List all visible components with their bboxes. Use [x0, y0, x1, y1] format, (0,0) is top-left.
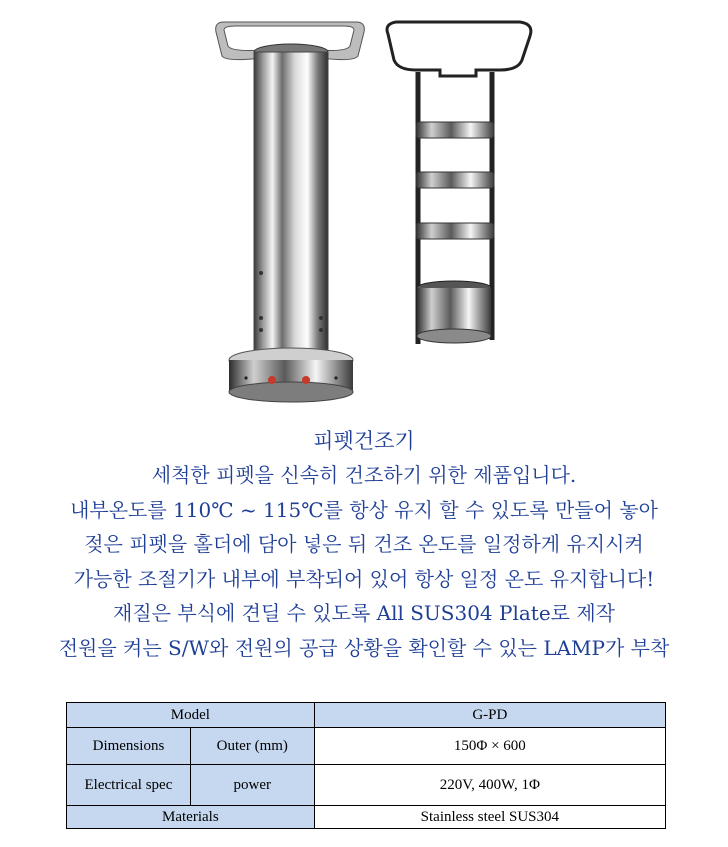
product-title: 피펫건조기	[313, 429, 415, 453]
table-row	[67, 765, 666, 806]
pipette-holder-icon	[387, 22, 531, 344]
description-line: 젖은 피펫을 홀더에 담아 넣은 뒤 건조 온도를 일정하게 유지시켜	[84, 532, 644, 556]
spec-table	[66, 702, 666, 829]
description-line: 전원을 켜는 S/W와 전원의 공급 상황을 확인할 수 있는 LAMP가 부착	[58, 635, 670, 660]
dimensions-value: 150Φ × 600	[314, 728, 665, 765]
power-value: 220V, 400W, 1Φ	[314, 765, 665, 806]
model-value: G-PD	[314, 703, 665, 728]
outer-label: Outer (mm)	[190, 728, 314, 765]
description-line: 내부온도를 110℃ ~ 115℃를 항상 유지 할 수 있도록 만들어 놓아	[70, 497, 658, 522]
model-label: Model	[67, 703, 315, 728]
product-description	[0, 424, 728, 665]
power-label: power	[190, 765, 314, 806]
description-line: 가능한 조절기가 내부에 부착되어 있어 항상 일정 온도 유지합니다!	[73, 566, 655, 591]
materials-label: Materials	[67, 806, 315, 829]
product-photo	[0, 0, 728, 420]
table-row	[67, 728, 666, 765]
description-line: 재질은 부식에 견딜 수 있도록 All SUS304 Plate로 제작	[113, 601, 615, 625]
table-row	[67, 806, 666, 829]
electrical-spec-label: Electrical spec	[67, 765, 191, 806]
dimensions-label: Dimensions	[67, 728, 191, 765]
table-header-row	[67, 703, 666, 728]
description-line: 세척한 피펫을 신속히 건조하기 위한 제품입니다.	[151, 463, 577, 487]
materials-value: Stainless steel SUS304	[314, 806, 665, 829]
dryer-cylinder-icon	[216, 22, 365, 402]
